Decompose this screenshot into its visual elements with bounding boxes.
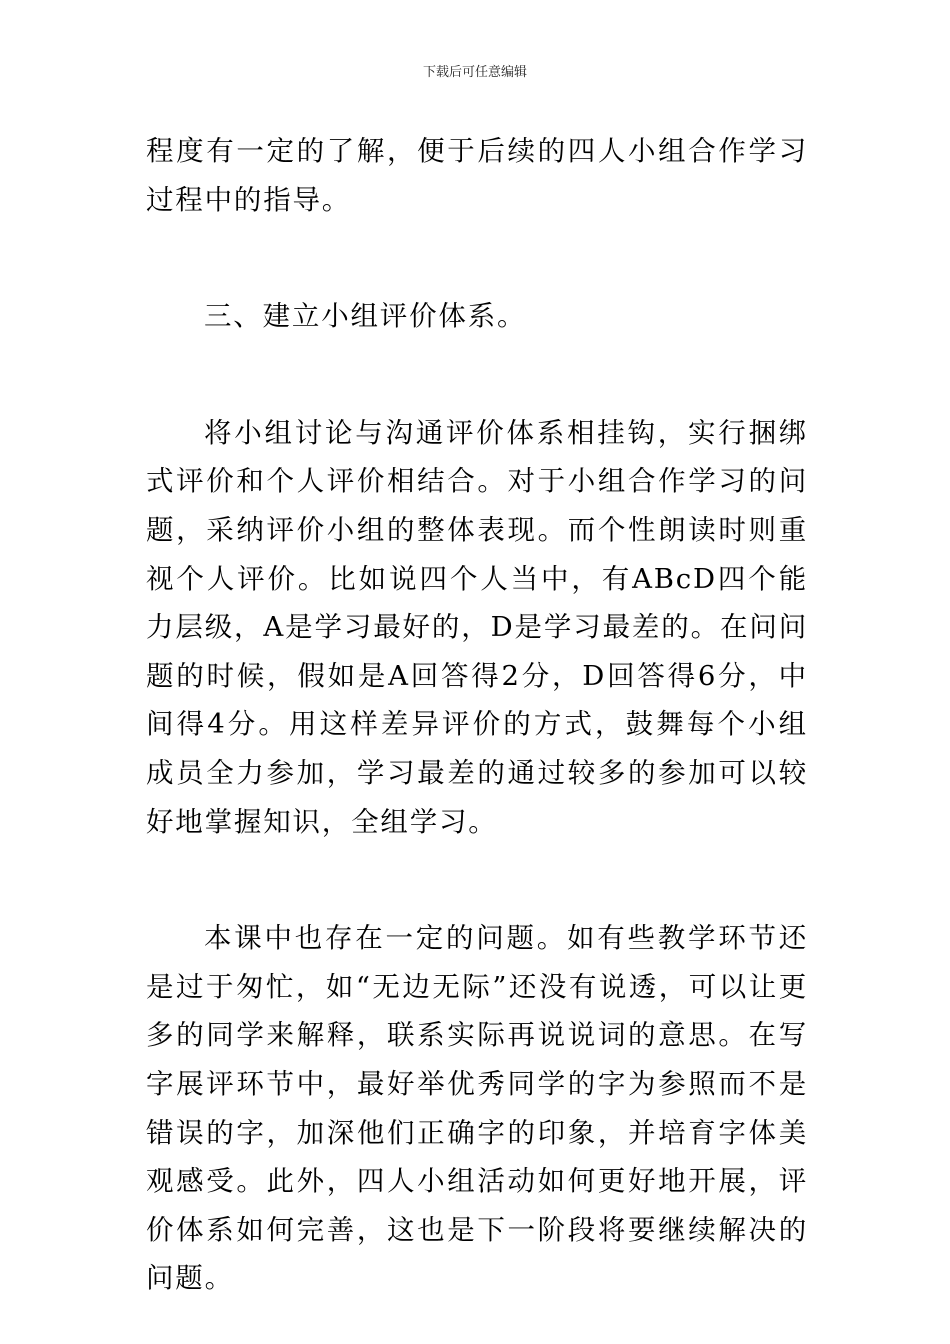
page-header-note: 下载后可任意编辑 (422, 65, 527, 80)
paragraph-continuation: 程度有一定的了解，便于后续的四人小组合作学习过程中的指导。 (146, 135, 808, 216)
section-heading: 三、建立小组评价体系。 (204, 300, 527, 333)
document-body (146, 127, 808, 1303)
paragraph-reflection: 本课中也存在一定的问题。如有些教学环节还是过于匆忙，如“无边无际”还没有说透，可以让更多的同学来解释，联系实际再说说词的意思。在写字展评环节中，最好举优秀同学的字为参照而不是错误的字，加深他们正确字的印象，并培育字体美观感受。此外，四人小组活动如何更好地开展，评价体系如何完善，这也是下一阶段将要继续解决的问题。 (146, 922, 808, 1295)
paragraph-evaluation-system: 将小组讨论与沟通评价体系相挂钩，实行捆绑式评价和个人评价相结合。对于小组合作学习的问题，采纳评价小组的整体表现。而个性朗读时则重视个人评价。比如说四个人当中，有ABcD四个能力层级，A是学习最好的，D是学习最差的。在问问题的时候，假如是A回答得2分，D回答得6分，中间得4分。用这样差异评价的方式，鼓舞每个小组成员全力参加，学习最差的通过较多的参加可以较好地掌握知识，全组学习。 (146, 416, 808, 838)
